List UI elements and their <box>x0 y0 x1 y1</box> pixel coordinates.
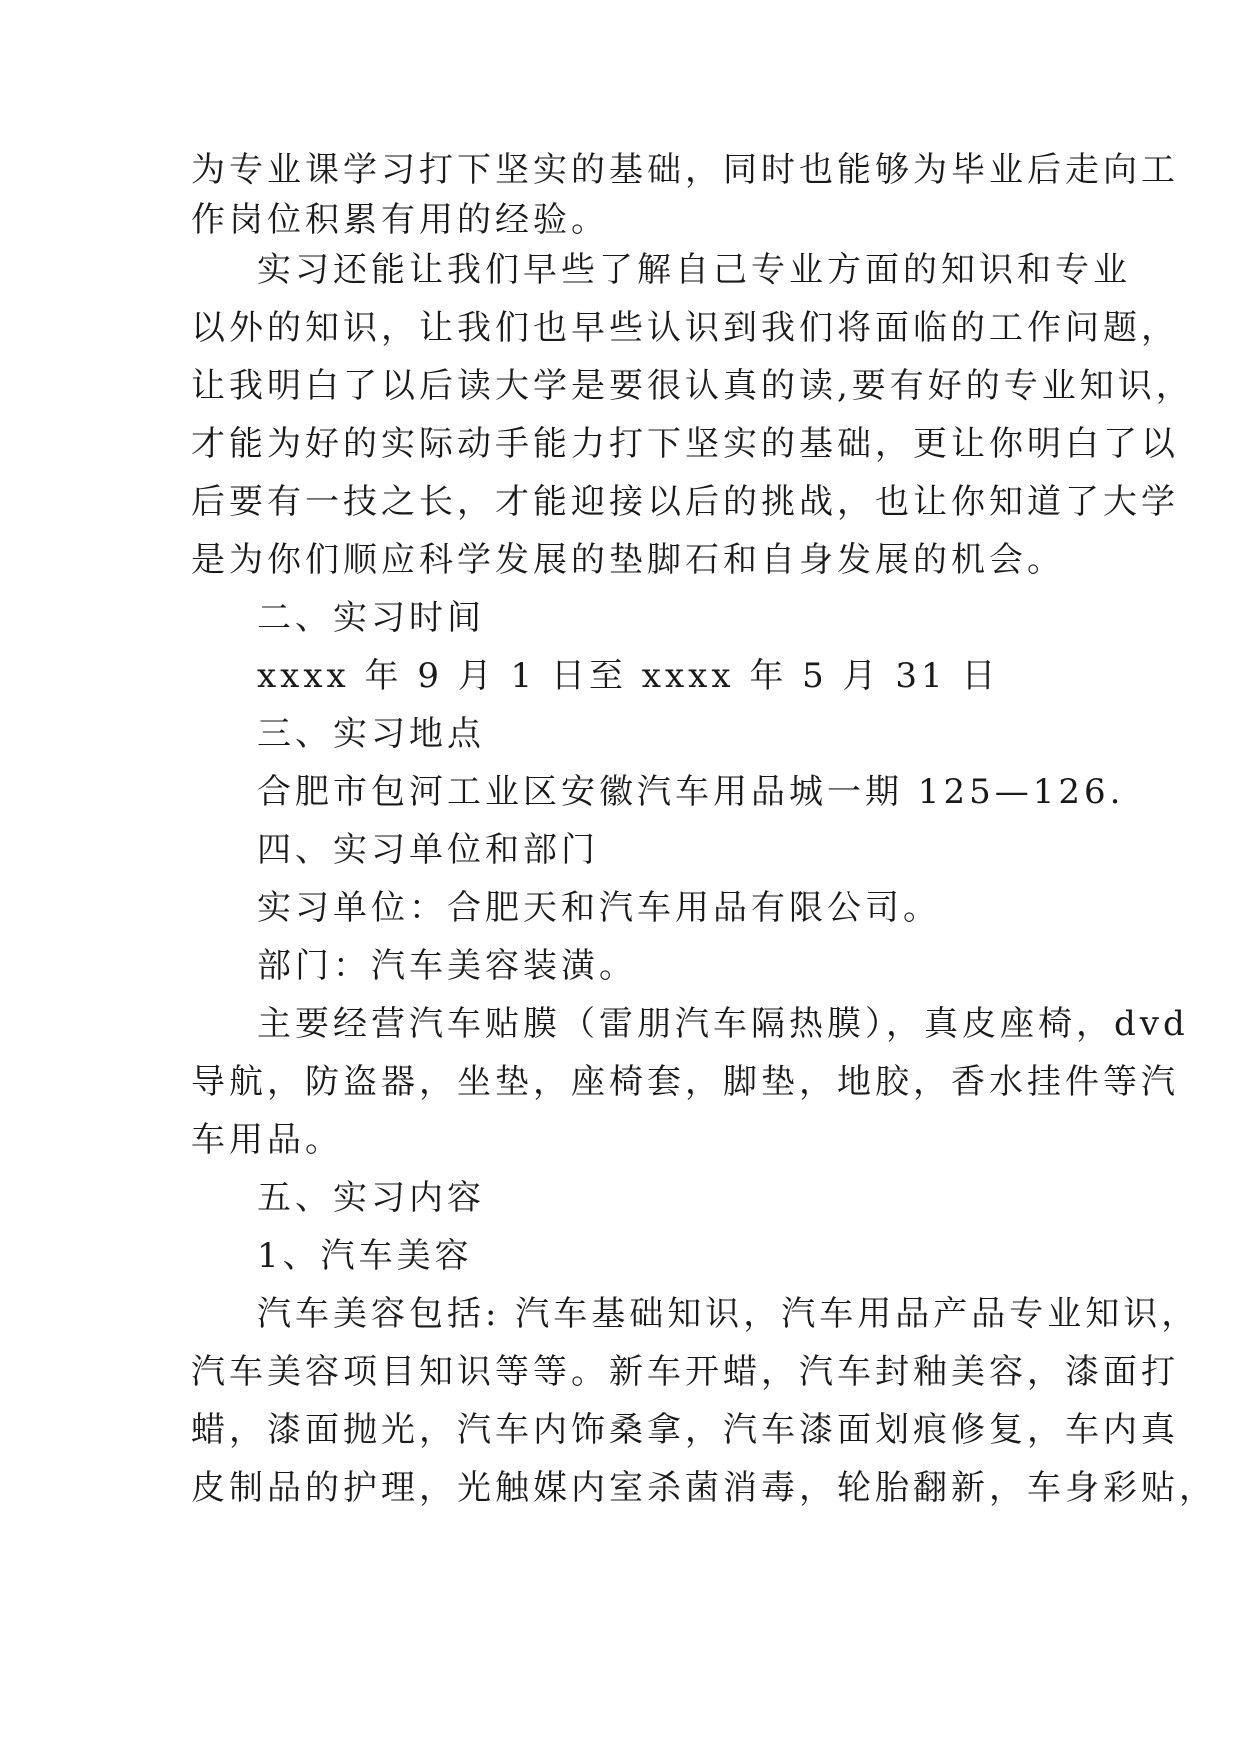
paragraph-line: 以外的知识，让我们也早些认识到我们将面临的工作问题， <box>191 308 1179 348</box>
section-heading: 三、实习地点 <box>257 714 485 754</box>
paragraph-line: 实习单位：合肥天和汽车用品有限公司。 <box>257 888 941 928</box>
section-heading: 二、实习时间 <box>257 598 485 638</box>
section-heading: 四、实习单位和部门 <box>257 830 599 870</box>
paragraph-line: 蜡，漆面抛光，汽车内饰桑拿，汽车漆面划痕修复，车内真 <box>191 1410 1179 1450</box>
paragraph-line: 部门：汽车美容装潢。 <box>257 946 637 986</box>
paragraph-line: 皮制品的护理，光触媒内室杀菌消毒，轮胎翻新，车身彩贴， <box>191 1468 1217 1508</box>
paragraph-line: 后要有一技之长，才能迎接以后的挑战，也让你知道了大学 <box>191 482 1179 522</box>
paragraph-line: 实习还能让我们早些了解自己专业方面的知识和专业 <box>257 250 1131 290</box>
paragraph-line: 汽车美容项目知识等等。新车开蜡，汽车封釉美容，漆面打 <box>191 1352 1179 1392</box>
paragraph-line: 主要经营汽车贴膜（雷朋汽车隔热膜），真皮座椅，dvd <box>257 1004 1189 1044</box>
paragraph-line: 汽车美容包括: 汽车基础知识，汽车用品产品专业知识， <box>257 1294 1200 1334</box>
paragraph-line: 作岗位积累有用的经验。 <box>191 200 609 240</box>
section-heading: 五、实习内容 <box>257 1178 485 1218</box>
paragraph-line: 才能为好的实际动手能力打下坚实的基础，更让你明白了以 <box>191 424 1179 464</box>
paragraph-line: 合肥市包河工业区安徽汽车用品城一期 125—126. <box>257 772 1125 812</box>
paragraph-line: 为专业课学习打下坚实的基础，同时也能够为毕业后走向工 <box>191 150 1179 190</box>
paragraph-line: 车用品。 <box>191 1120 343 1160</box>
paragraph-line: 导航，防盗器，坐垫，座椅套，脚垫，地胶，香水挂件等汽 <box>191 1062 1179 1102</box>
paragraph-line: xxxx 年 9 月 1 日至 xxxx 年 5 月 31 日 <box>257 656 1000 696</box>
paragraph-line: 是为你们顺应科学发展的垫脚石和自身发展的机会。 <box>191 540 1065 580</box>
paragraph-line: 让我明白了以后读大学是要很认真的读,要有好的专业知识， <box>191 366 1194 406</box>
subsection-heading: 1、汽车美容 <box>257 1236 473 1276</box>
